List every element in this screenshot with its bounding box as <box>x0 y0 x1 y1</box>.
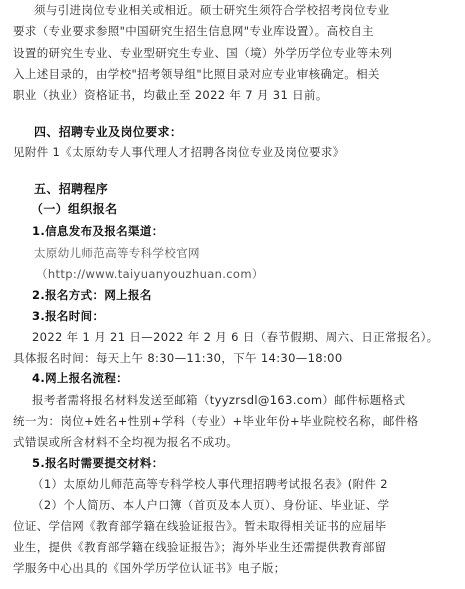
material-2-line-2: 位证、学信网《教育部学籍在线验证报告》。暂未取得相关证书的应届毕 <box>13 519 387 533</box>
subsection-heading-1: （一）组织报名 <box>31 202 118 216</box>
attachment-reference: 见附件 1《太原幼专人事代理人才招聘各岗位专业及岗位要求》 <box>13 145 345 159</box>
school-website-url[interactable]: （http://www.taiyuanyouzhuan.com） <box>36 267 264 281</box>
registration-dates: 2022 年 1 月 21 日—2022 年 2 月 6 日（春节假期、周六、日正常报名）。 <box>32 330 439 344</box>
section-heading-5: 五、招聘程序 <box>34 182 109 196</box>
para-line-4: 入上述目录的，由学校"招考领导组"比照目录对应专业审核确定。相关 <box>13 67 380 81</box>
section-heading-4: 四、招聘专业及岗位要求： <box>34 125 183 139</box>
item-4-heading: 4.网上报名流程： <box>32 371 129 385</box>
material-2-line-3: 业生，提供《教育部学籍在线验证报告》；海外毕业生还需提供教育部留 <box>13 540 387 554</box>
process-line-2: 统一为：岗位+姓名+性别+学科（专业）+毕业年份+毕业院校名称，邮件格 <box>13 414 419 428</box>
process-line-3: 式错误或所含材料不全均视为报名不成功。 <box>13 435 239 449</box>
material-1: （1）太原幼儿师范高等专科学校人事代理招聘考试报名表》(附件 2 <box>32 477 388 491</box>
item-3-heading: 3.报名时间： <box>32 309 105 323</box>
para-line-3: 设置的研究生专业、专业型研究生专业、国（境）外学历学位专业等未列 <box>13 46 393 60</box>
material-2-line-4: 学服务中心出具的《国外学历学位认证书》电子版； <box>13 561 286 575</box>
school-website-name: 太原幼儿师范高等专科学校官网 <box>34 246 200 260</box>
para-line-5: 职业（执业）资格证书，均截止至 2022 年 7 月 31 日前。 <box>13 88 328 102</box>
material-2-line-1: （2）个人简历、本人户口簿（首页及本人页）、身份证、毕业证、学 <box>32 498 390 512</box>
item-1-heading: 1.信息发布及报名渠道： <box>32 224 164 238</box>
item-5-heading: 5.报名时需要提交材料： <box>32 456 164 470</box>
para-line-2: 要求（专业要求参照"中国研究生招生信息网"专业库设置）。高校自主 <box>13 24 375 38</box>
item-2-heading: 2.报名方式：网上报名 <box>32 288 152 302</box>
para-line-1: 须与引进岗位专业相关或相近。硕士研究生须符合学校招考岗位专业 <box>34 3 390 17</box>
registration-hours: 具体报名时间：每天上午 8:30—11:30，下午 14:30—18:00 <box>13 351 343 365</box>
process-line-1: 报考者需将报名材料发送至邮箱（tyyzrsdl@163.com）邮件标题格式 <box>32 393 406 407</box>
